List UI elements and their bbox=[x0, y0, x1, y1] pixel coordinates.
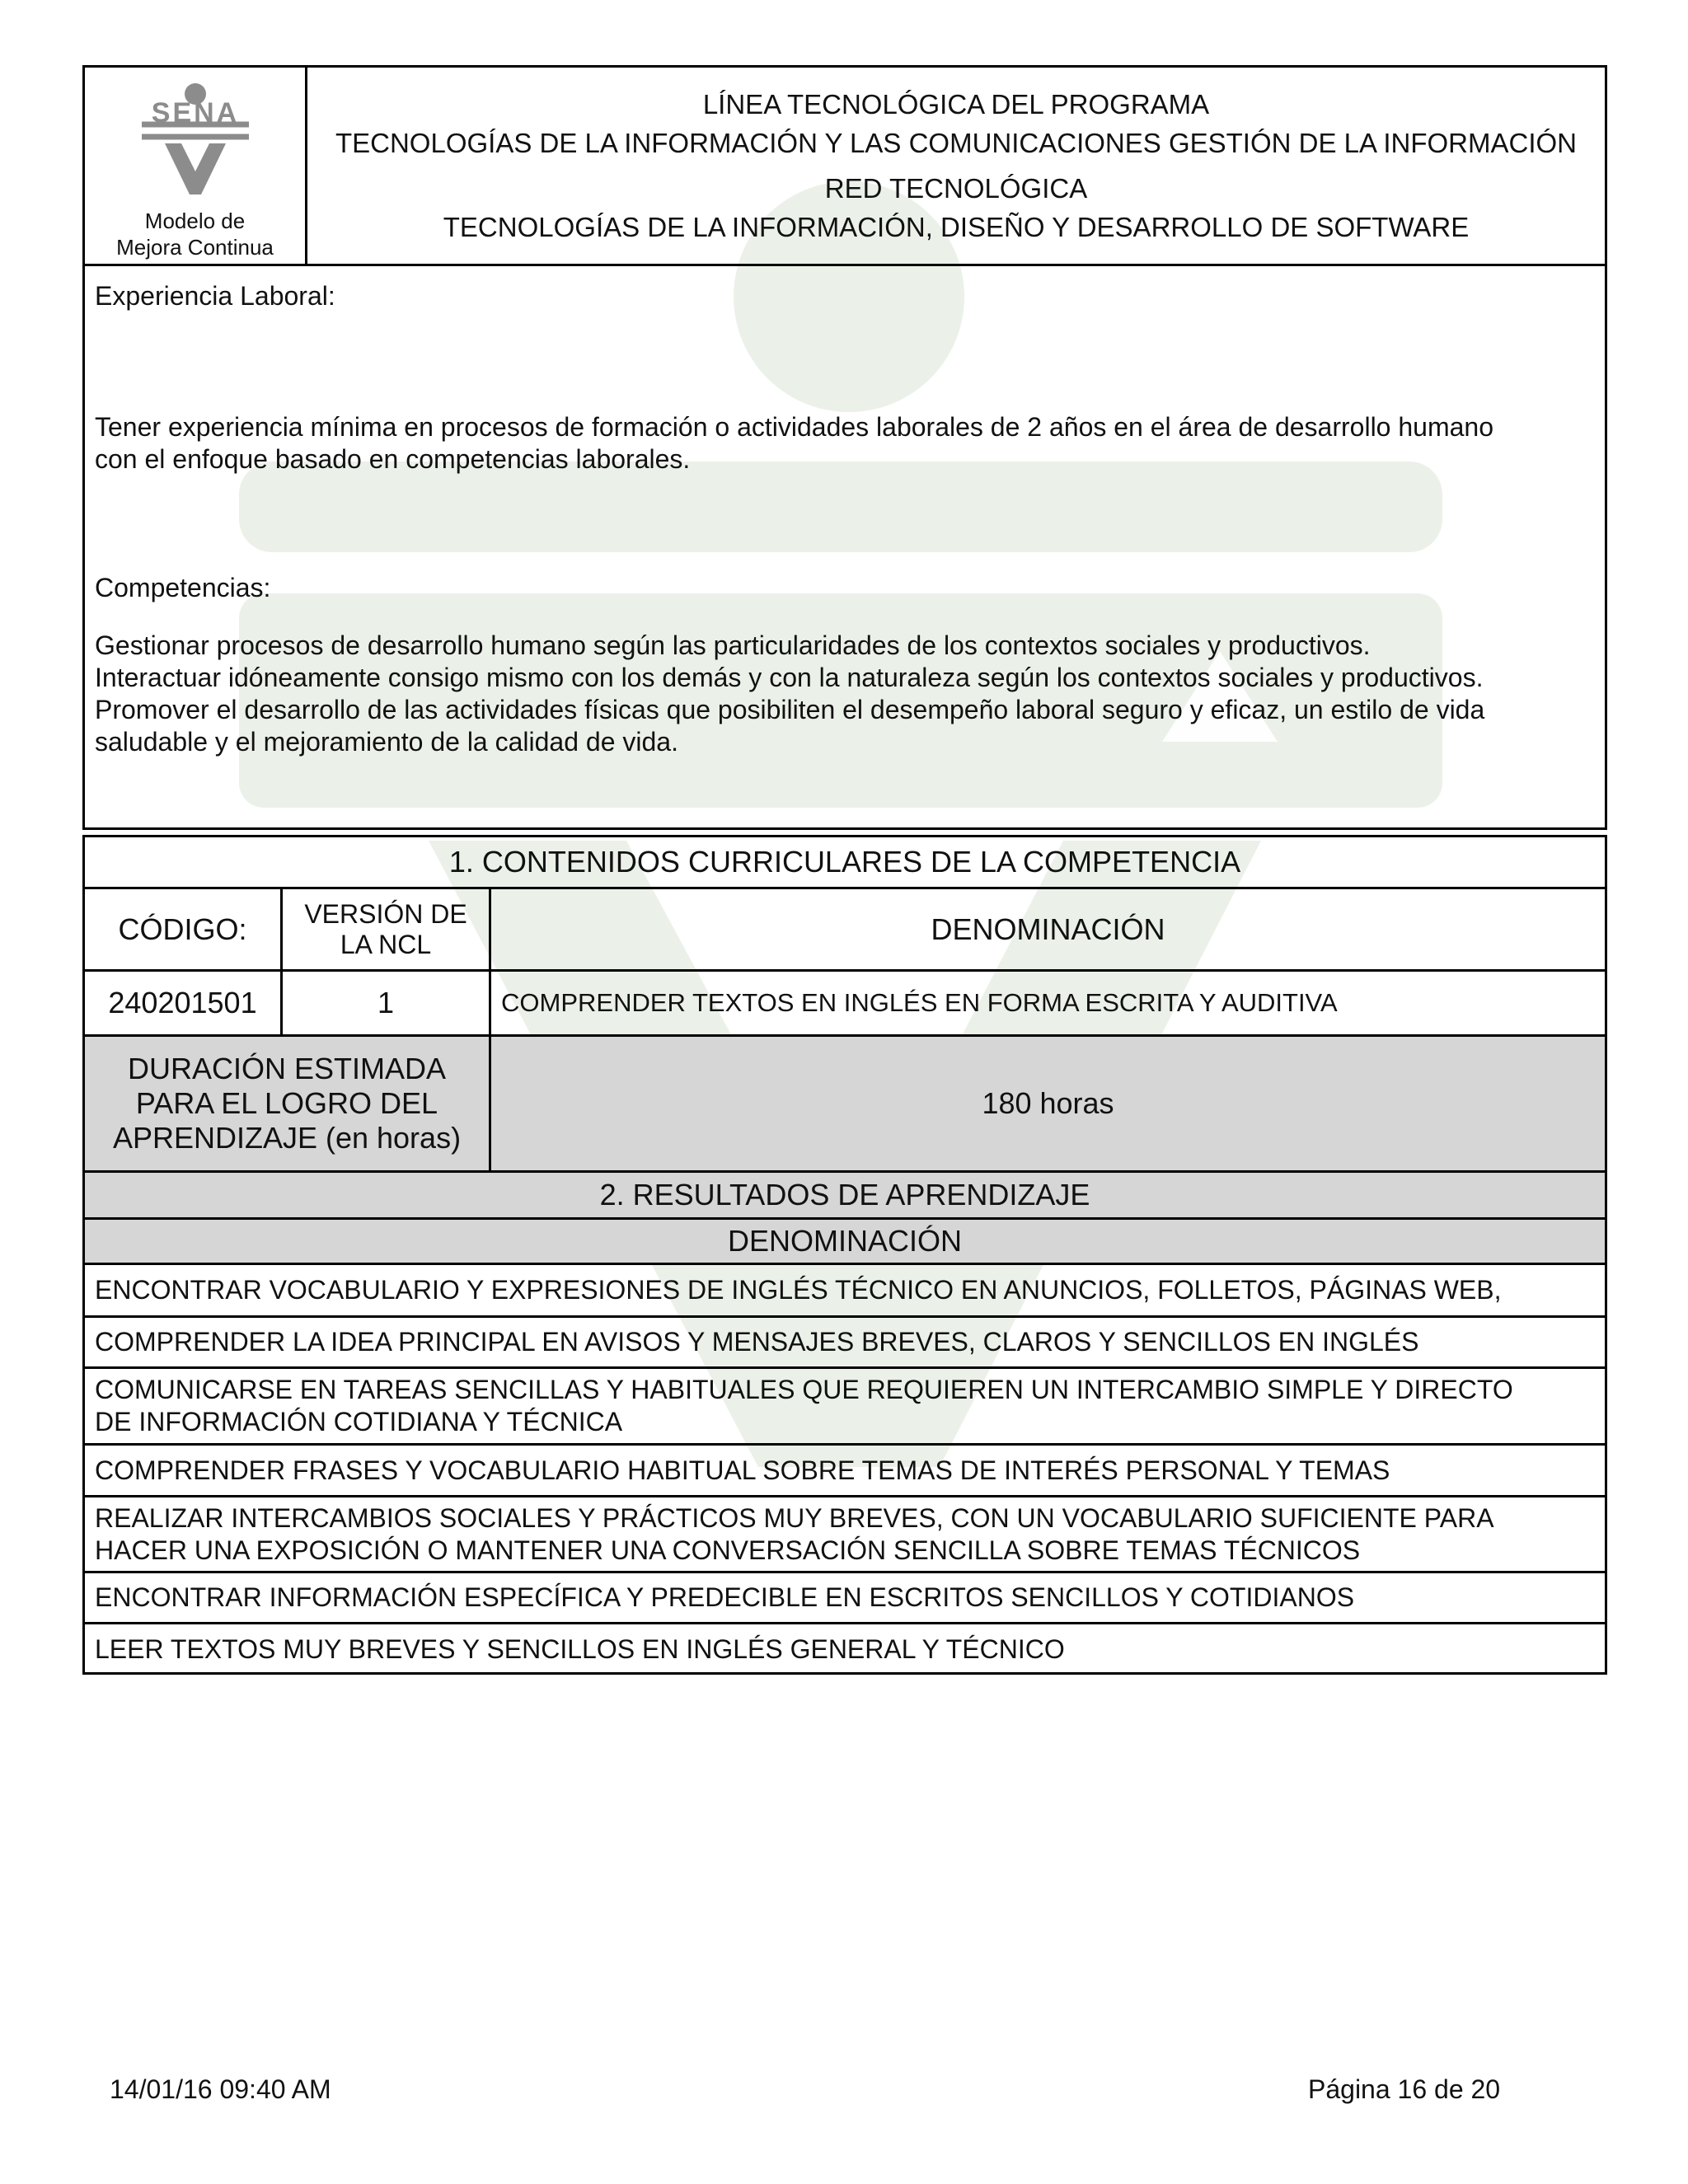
competency-line: Gestionar procesos de desarrollo humano según las particularidades de los contextos sociales y productivos. bbox=[95, 630, 1371, 660]
duration-value: 180 horas bbox=[982, 1086, 1114, 1120]
curricular-table bbox=[82, 835, 1607, 1675]
header-line-2: TECNOLOGÍAS DE LA INFORMACIÓN Y LAS COMUNICACIONES GESTIÓN DE LA INFORMACIÓN bbox=[335, 128, 1578, 158]
competency-line: Interactuar idóneamente consigo mismo con los demás y con la naturaleza según los contextos sociales y productivos. bbox=[95, 663, 1484, 692]
duration-label bbox=[85, 1037, 491, 1170]
learning-result-text: COMPRENDER FRASES Y VOCABULARIO HABITUAL SOBRE TEMAS DE INTERÉS PERSONAL Y TEMAS bbox=[95, 1455, 1390, 1485]
document-header bbox=[82, 65, 1607, 266]
header-line-1: LÍNEA TECNOLÓGICA DEL PROGRAMA bbox=[702, 89, 1210, 120]
version-value: 1 bbox=[283, 972, 491, 1034]
competency-line: saludable y el mejoramiento de la calidad de vida. bbox=[95, 727, 678, 757]
learning-result-row bbox=[85, 1573, 1605, 1624]
denominacion-header: DENOMINACIÓN bbox=[931, 912, 1165, 946]
learning-result-row bbox=[85, 1497, 1605, 1573]
experience-label: Experiencia Laboral: bbox=[95, 281, 335, 311]
denominacion-value: COMPRENDER TEXTOS EN INGLÉS EN FORMA ESCRITA Y AUDITIVA bbox=[501, 988, 1338, 1017]
experience-text-line-1: Tener experiencia mínima en procesos de formación o actividades laborales de 2 años en el área de desarrollo humano bbox=[95, 412, 1493, 442]
learning-result-text: HACER UNA EXPOSICIÓN O MANTENER UNA CONVERSACIÓN SENCILLA SOBRE TEMAS TÉCNICOS bbox=[95, 1535, 1361, 1565]
learning-result-row bbox=[85, 1369, 1605, 1446]
learning-result-text: REALIZAR INTERCAMBIOS SOCIALES Y PRÁCTICOS MUY BREVES, CON UN VOCABULARIO SUFICIENTE PARA bbox=[95, 1502, 1494, 1533]
footer-page-number: Página 16 de 20 bbox=[1308, 2074, 1501, 2104]
section-2-subheader: DENOMINACIÓN bbox=[85, 1220, 1605, 1265]
duration-label-line-1: DURACIÓN ESTIMADA bbox=[127, 1052, 447, 1085]
learning-result-text: DE INFORMACIÓN COTIDIANA Y TÉCNICA bbox=[95, 1407, 623, 1436]
duration-label-line-2: PARA EL LOGRO DEL bbox=[135, 1086, 438, 1120]
logo-cell bbox=[85, 68, 307, 264]
codigo-header: CÓDIGO: bbox=[85, 889, 283, 969]
version-header bbox=[283, 889, 491, 969]
learning-result-text: COMUNICARSE EN TAREAS SENCILLAS Y HABITUALES QUE REQUIEREN UN INTERCAMBIO SIMPLE Y DIRECTO bbox=[95, 1375, 1513, 1404]
learning-result-row bbox=[85, 1624, 1605, 1675]
svg-text:SENA: SENA bbox=[151, 97, 239, 129]
table-header-row bbox=[85, 889, 1605, 972]
header-text bbox=[307, 68, 1605, 264]
learning-result-text: COMPRENDER LA IDEA PRINCIPAL EN AVISOS Y MENSAJES BREVES, CLAROS Y SENCILLOS EN INGLÉS bbox=[95, 1327, 1419, 1357]
learning-result-row bbox=[85, 1446, 1605, 1497]
header-line-4: TECNOLOGÍAS DE LA INFORMACIÓN, DISEÑO Y DESARROLLO DE SOFTWARE bbox=[443, 212, 1470, 242]
learning-result-row bbox=[85, 1318, 1605, 1369]
logo-caption-line-2: Mejora Continua bbox=[116, 235, 274, 260]
learning-result-row bbox=[85, 1265, 1605, 1318]
competency-line: Promover el desarrollo de las actividades físicas que posibiliten el desempeño laboral seguro y eficaz, un estilo de vida bbox=[95, 695, 1485, 724]
section-1-title: 1. CONTENIDOS CURRICULARES DE LA COMPETENCIA bbox=[85, 837, 1605, 889]
logo-caption bbox=[116, 208, 274, 260]
learning-result-text: ENCONTRAR VOCABULARIO Y EXPRESIONES DE INGLÉS TÉCNICO EN ANUNCIOS, FOLLETOS, PÁGINAS WEB, bbox=[95, 1275, 1502, 1305]
duration-label-line-3: APRENDIZAJE (en horas) bbox=[112, 1121, 462, 1155]
logo-caption-line-1: Modelo de bbox=[144, 209, 246, 233]
learning-result-text: LEER TEXTOS MUY BREVES Y SENCILLOS EN INGLÉS GENERAL Y TÉCNICO bbox=[95, 1634, 1065, 1664]
version-header-line-2: LA NCL bbox=[340, 929, 432, 959]
codigo-value: 240201501 bbox=[85, 972, 283, 1034]
version-header-line-1: VERSIÓN DE bbox=[304, 898, 467, 929]
competencies-label: Competencias: bbox=[95, 573, 271, 602]
footer-datetime: 14/01/16 09:40 AM bbox=[110, 2074, 331, 2104]
learning-result-text: ENCONTRAR INFORMACIÓN ESPECÍFICA Y PREDECIBLE EN ESCRITOS SENCILLOS Y COTIDIANOS bbox=[95, 1582, 1355, 1612]
section-2-title: 2. RESULTADOS DE APRENDIZAJE bbox=[85, 1173, 1605, 1220]
experience-text-line-2: con el enfoque basado en competencias laborales. bbox=[95, 444, 691, 474]
profile-section bbox=[82, 266, 1607, 830]
sena-logo-icon bbox=[134, 79, 257, 203]
table-row bbox=[85, 972, 1605, 1037]
duration-row bbox=[85, 1037, 1605, 1173]
header-line-3: RED TECNOLÓGICA bbox=[824, 173, 1088, 204]
